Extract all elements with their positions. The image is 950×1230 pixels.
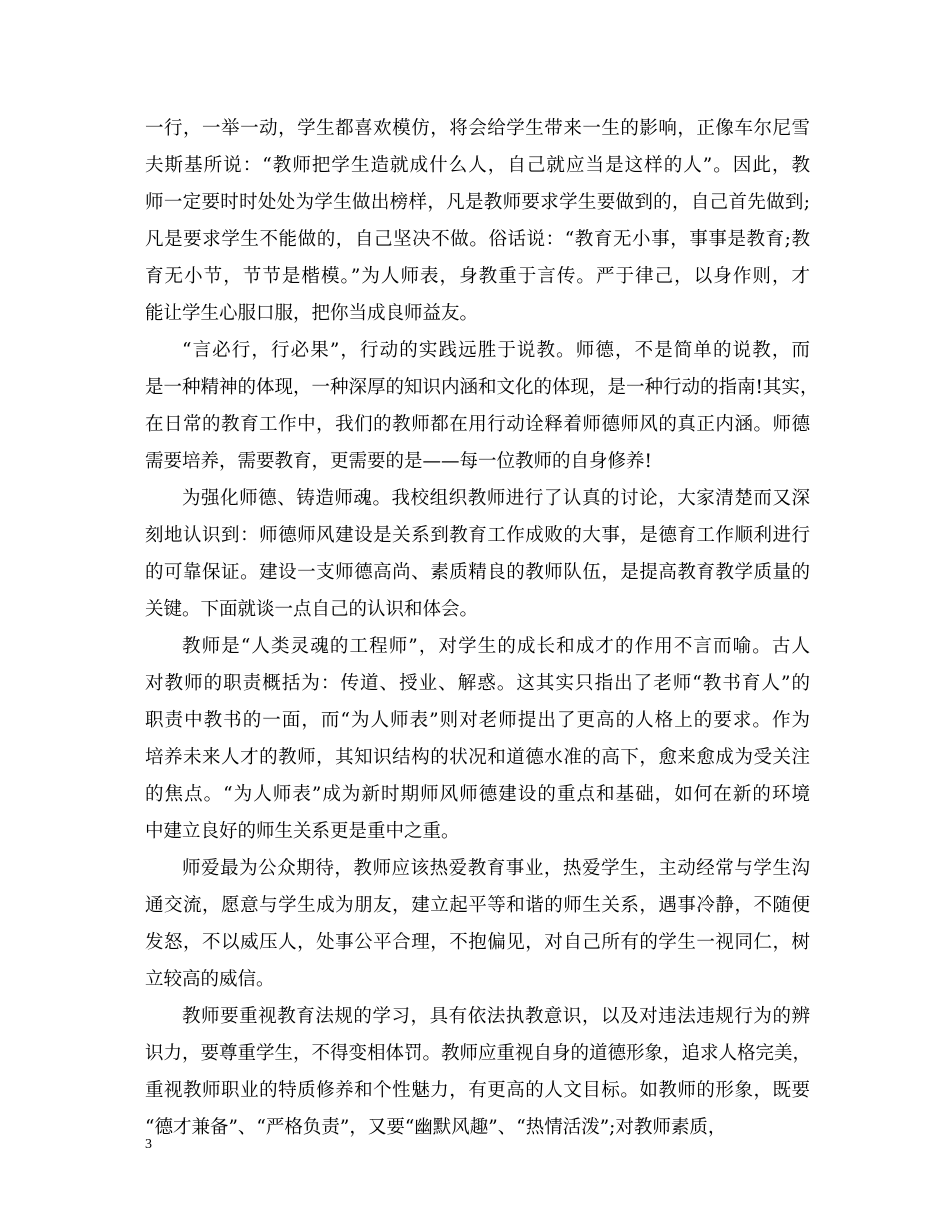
page-number: 3 xyxy=(145,1137,152,1152)
text-line: 刻地认识到：师德师风建设是关系到教育工作成败的大事，是德育工作顺利进行 xyxy=(145,525,810,546)
text-line: 对教师的职责概括为：传道、授业、解惑。这其实只指出了老师“教书育人”的 xyxy=(145,673,810,694)
text-line: “德才兼备”、“严格负责”，又要“幽默风趣”、“热情活泼”;对教师素质， xyxy=(145,1117,727,1138)
text-line: 需要培养，需要教育，更需要的是——每一位教师的自身修养! xyxy=(145,451,652,472)
text-line: 凡是要求学生不能做的，自己坚决不做。俗话说：“教育无小事，事事是教育;教 xyxy=(145,229,810,250)
text-line: 发怒，不以威压人，处事公平合理，不抱偏见，对自己所有的学生一视同仁，树 xyxy=(145,932,810,953)
text-line: 在日常的教育工作中，我们的教师都在用行动诠释着师德师风的真正内涵。师德 xyxy=(145,414,810,435)
paragraph xyxy=(145,110,810,332)
text-line: 通交流，愿意与学生成为朋友，建立起平等和谐的师生关系，遇事冷静，不随便 xyxy=(145,895,810,916)
text-line: 识力，要尊重学生，不得变相体罚。教师应重视自身的道德形象，追求人格完美， xyxy=(145,1043,812,1064)
paragraph xyxy=(145,998,810,1146)
paragraph xyxy=(145,628,810,850)
text-line: 教师是“人类灵魂的工程师”，对学生的成长和成才的作用不言而喻。古人 xyxy=(182,636,810,657)
text-line: 育无小节，节节是楷模。”为人师表，身教重于言传。严于律己，以身作则，才 xyxy=(145,266,810,287)
paragraph xyxy=(145,332,819,480)
body-text xyxy=(145,110,819,1146)
text-line: 的可靠保证。建设一支师德高尚、素质精良的教师队伍，是提高教育教学质量的 xyxy=(145,562,810,583)
text-line: 立较高的威信。 xyxy=(145,969,275,990)
text-line: 是一种精神的体现，一种深厚的知识内涵和文化的体现，是一种行动的指南!其实， xyxy=(145,377,819,398)
text-line: 师爱最为公众期待，教师应该热爱教育事业，热爱学生，主动经常与学生沟 xyxy=(182,858,810,879)
text-line: 中建立良好的师生关系更是重中之重。 xyxy=(145,821,460,842)
text-line: 为强化师德、铸造师魂。我校组织教师进行了认真的讨论，大家清楚而又深 xyxy=(182,488,810,509)
text-line: 职责中教书的一面，而“为人师表”则对老师提出了更高的人格上的要求。作为 xyxy=(145,710,810,731)
text-line: 夫斯基所说：“教师把学生造就成什么人，自己就应当是这样的人”。因此，教 xyxy=(145,155,810,176)
paragraph xyxy=(145,480,810,628)
text-line: 的焦点。“为人师表”成为新时期师风师德建设的重点和基础，如何在新的环境 xyxy=(145,784,810,805)
text-line: 能让学生心服口服，把你当成良师益友。 xyxy=(145,303,479,324)
text-line: 教师要重视教育法规的学习，具有依法执教意识，以及对违法违规行为的辨 xyxy=(182,1006,810,1027)
text-line: 关键。下面就谈一点自己的认识和体会。 xyxy=(145,599,479,620)
text-line: 培养未来人才的教师，其知识结构的状况和道德水准的高下，愈来愈成为受关注 xyxy=(145,747,810,768)
paragraph xyxy=(145,850,810,998)
text-line: 师一定要时时处处为学生做出榜样，凡是教师要求学生要做到的，自己首先做到; xyxy=(145,192,810,213)
text-line: 重视教师职业的特质修养和个性魅力，有更高的人文目标。如教师的形象，既要 xyxy=(145,1080,810,1101)
text-line: 一行，一举一动，学生都喜欢模仿，将会给学生带来一生的影响，正像车尔尼雪 xyxy=(145,118,810,139)
text-line: “言必行，行必果”，行动的实践远胜于说教。师德，不是简单的说教，而 xyxy=(182,340,810,361)
